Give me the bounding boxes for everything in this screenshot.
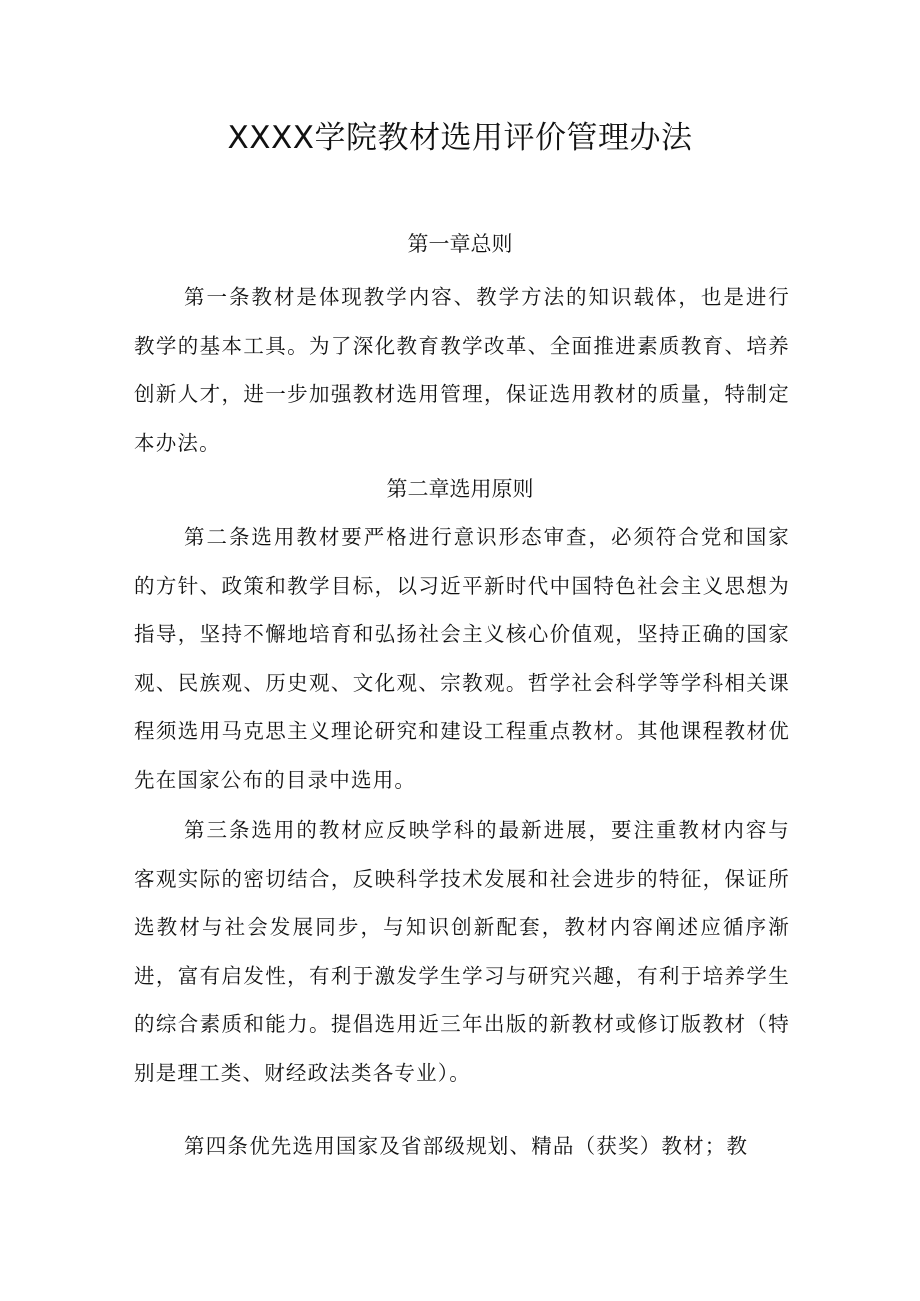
- chapter-heading-selection-principles: 第二章选用原则: [386, 477, 534, 501]
- article-1-paragraph: 第一条教材是体现教学内容、教学方法的知识载体，也是进行教学的基本工具。为了深化教育教学改革、全面推进素质教育、培养创新人才，进一步加强教材选用管理，保证选用教材的质量，特制定本办法。: [134, 285, 790, 455]
- article-3-paragraph: 第三条选用的教材应反映学科的最新进展，要注重教材内容与客观实际的密切结合，反映科学技术发展和社会进步的特征，保证所选教材与社会发展同步，与知识创新配套，教材内容阐述应循序渐进，富有启发性，有利于激发学生学习与研究兴趣，有利于培养学生的综合素质和能力。提倡选用近三年出版的新教材或修订版教材（特别是理工类、财经政法类各专业）。: [134, 818, 790, 1085]
- document-title: XXXX学院教材选用评价管理办法: [227, 120, 693, 156]
- article-4-paragraph: 第四条优先选用国家及省部级规划、精品（获奖）教材；教: [184, 1134, 749, 1158]
- article-2-paragraph: 第二条选用教材要严格进行意识形态审查，必须符合党和国家的方针、政策和教学目标，以习近平新时代中国特色社会主义思想为指导，坚持不懈地培育和弘扬社会主义核心价值观，坚持正确的国家观、民族观、历史观、文化观、宗教观。哲学社会科学等学科相关课程须选用马克思主义理论研究和建设工程重点教材。其他课程教材优先在国家公布的目录中选用。: [134, 525, 790, 792]
- chapter-heading-general: 第一章总则: [407, 232, 513, 256]
